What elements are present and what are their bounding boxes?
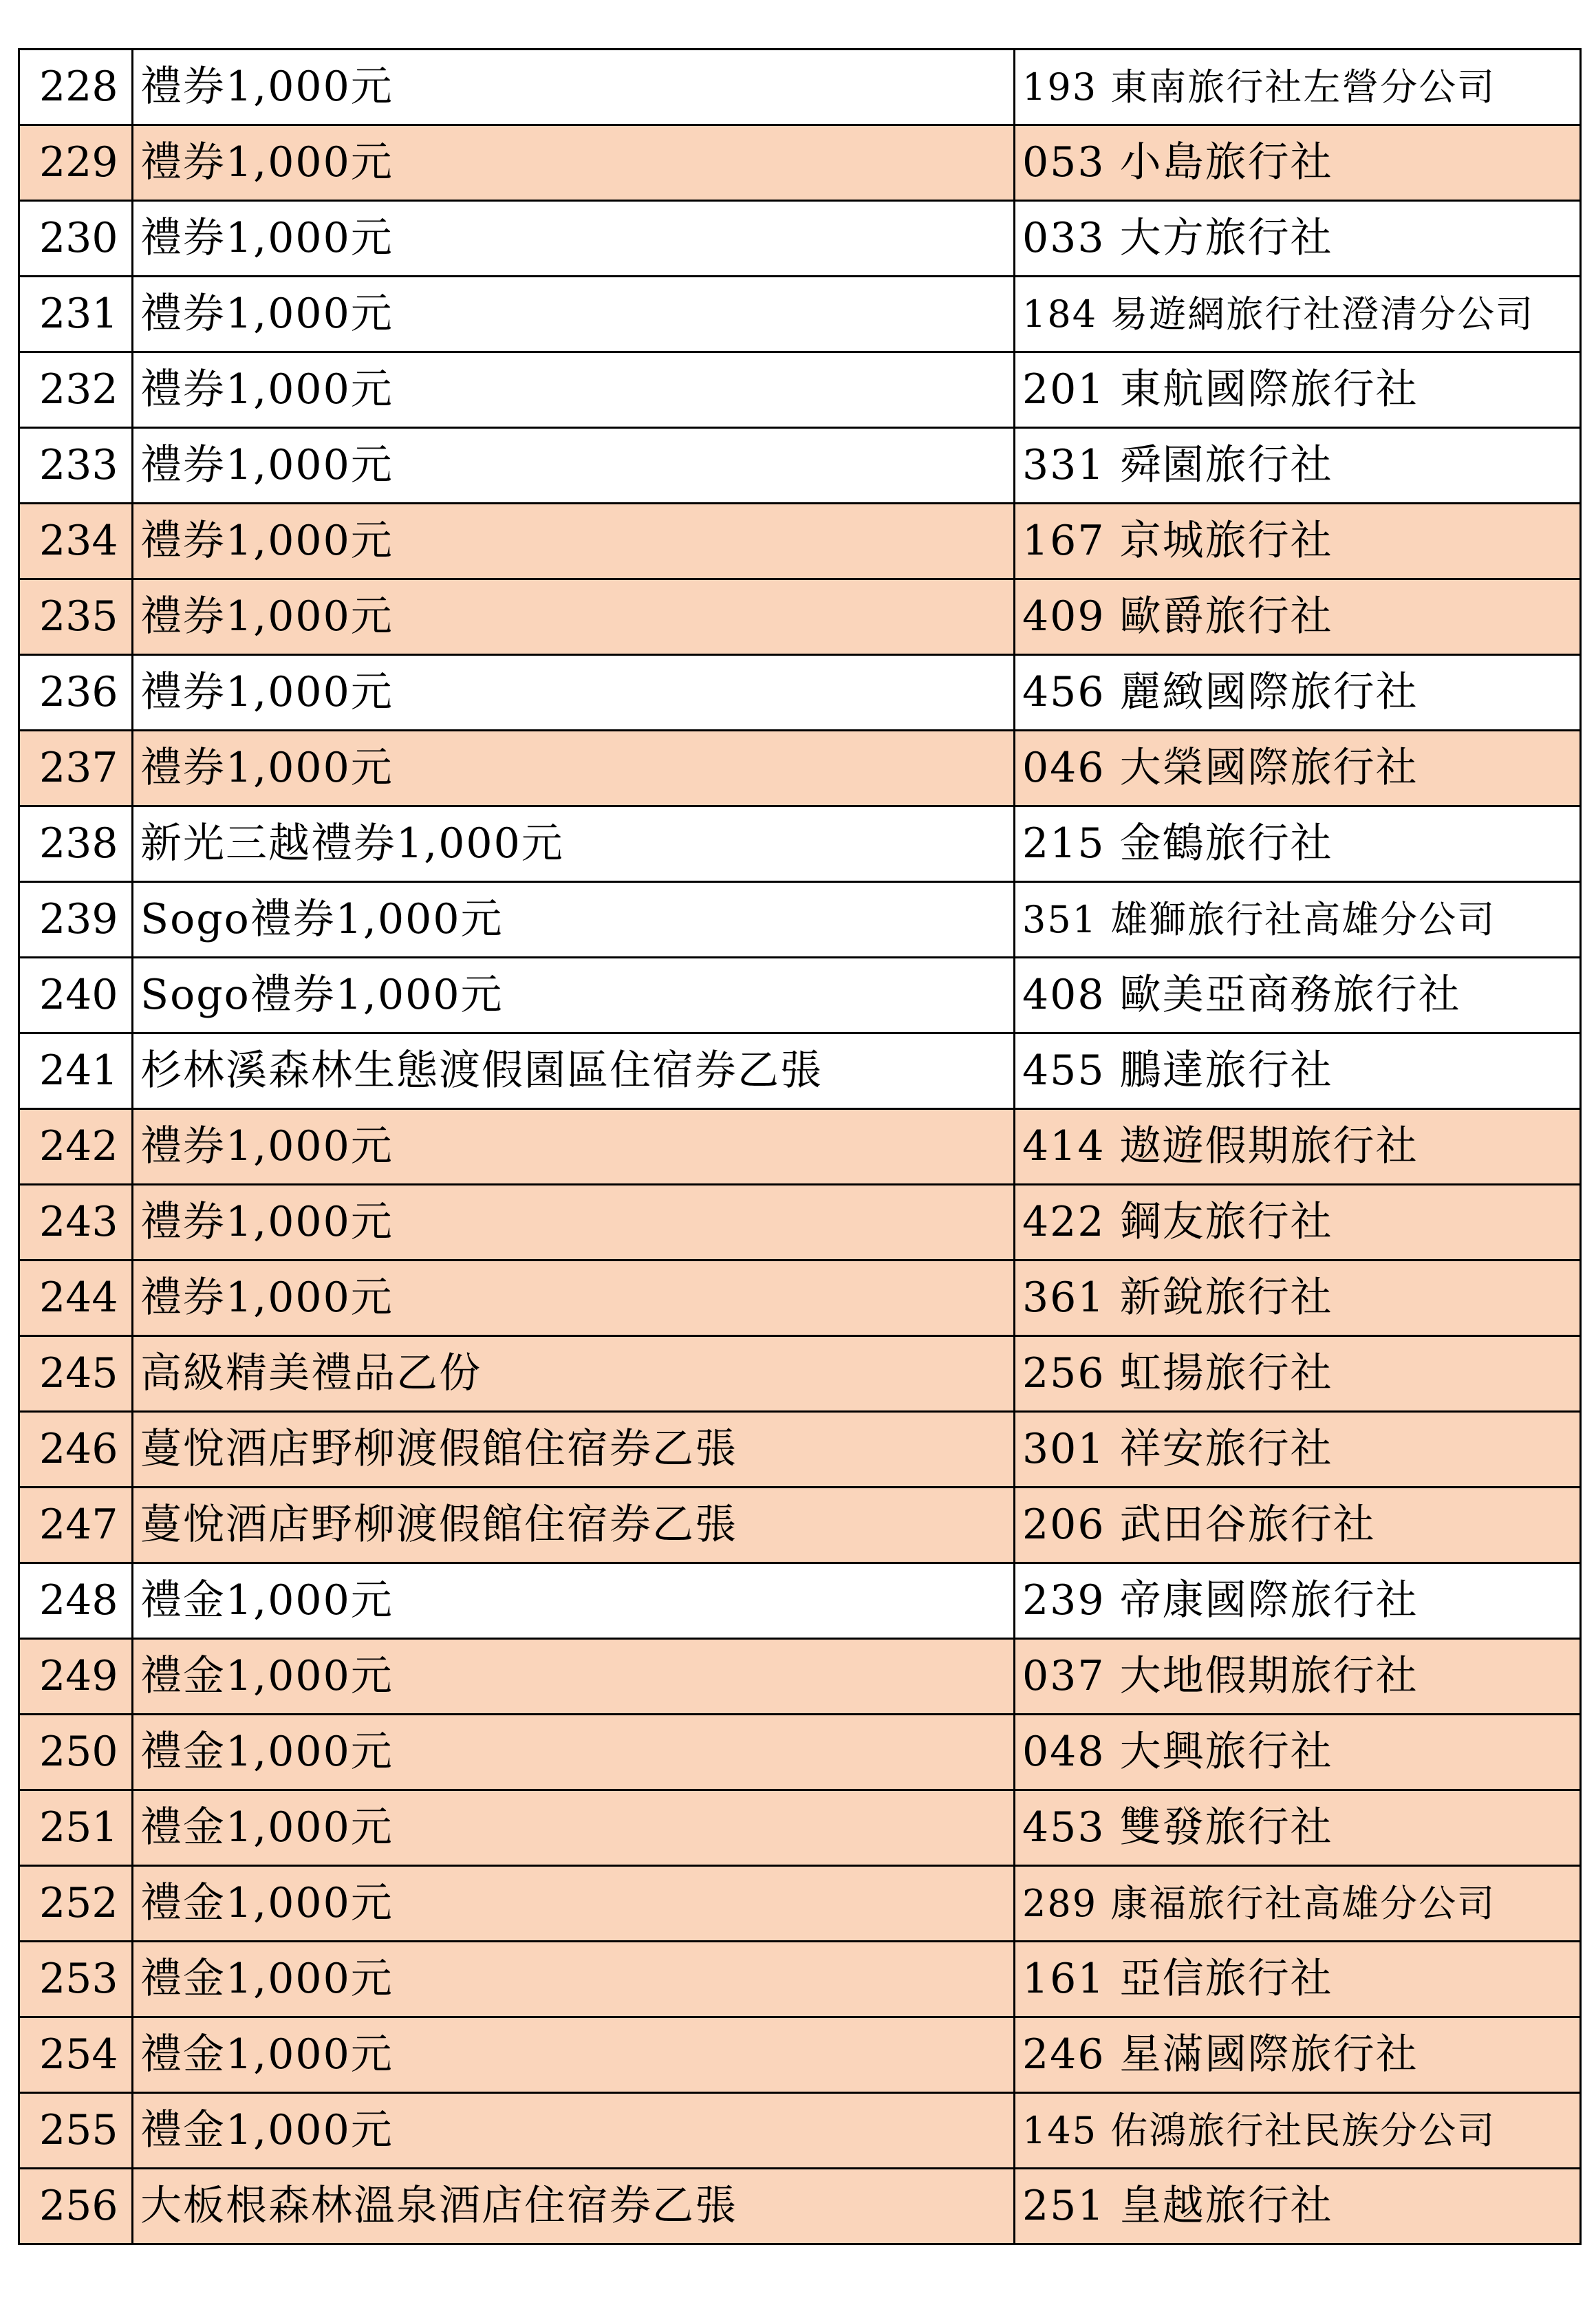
table-row <box>19 1563 1581 1639</box>
agency-cell: 048 大興旅行社 <box>1015 1715 1581 1790</box>
agency-cell: 161 亞信旅行社 <box>1015 1942 1581 2017</box>
table-row <box>19 1260 1581 1336</box>
row-number: 242 <box>19 1109 133 1185</box>
row-number: 241 <box>19 1033 133 1109</box>
row-number: 239 <box>19 882 133 958</box>
row-number: 256 <box>19 2169 133 2244</box>
agency-cell: 409 歐爵旅行社 <box>1015 579 1581 655</box>
prize-cell: Sogo禮券1,000元 <box>133 958 1015 1033</box>
row-number: 249 <box>19 1639 133 1715</box>
agency-cell: 167 京城旅行社 <box>1015 504 1581 579</box>
prize-cell: 禮金1,000元 <box>133 1639 1015 1715</box>
table-row <box>19 579 1581 655</box>
prize-cell: 禮金1,000元 <box>133 1942 1015 2017</box>
table-row <box>19 50 1581 125</box>
row-number: 237 <box>19 731 133 806</box>
agency-cell: 408 歐美亞商務旅行社 <box>1015 958 1581 1033</box>
row-number: 244 <box>19 1260 133 1336</box>
agency-cell: 206 武田谷旅行社 <box>1015 1488 1581 1563</box>
prize-cell: 禮金1,000元 <box>133 1715 1015 1790</box>
table-row <box>19 125 1581 201</box>
table-row <box>19 1715 1581 1790</box>
prize-cell: 禮券1,000元 <box>133 731 1015 806</box>
row-number: 232 <box>19 352 133 428</box>
prize-cell: 禮券1,000元 <box>133 125 1015 201</box>
table-row <box>19 2169 1581 2244</box>
agency-cell: 301 祥安旅行社 <box>1015 1412 1581 1488</box>
agency-cell: 331 舜園旅行社 <box>1015 428 1581 504</box>
prize-cell: 禮券1,000元 <box>133 1109 1015 1185</box>
row-number: 238 <box>19 806 133 882</box>
agency-cell: 239 帝康國際旅行社 <box>1015 1563 1581 1639</box>
agency-cell: 289 康福旅行社高雄分公司 <box>1015 1866 1581 1942</box>
prize-cell: 禮券1,000元 <box>133 579 1015 655</box>
row-number: 236 <box>19 655 133 731</box>
table-row <box>19 428 1581 504</box>
table-row <box>19 2017 1581 2093</box>
table-row <box>19 1639 1581 1715</box>
table-row <box>19 201 1581 277</box>
row-number: 253 <box>19 1942 133 2017</box>
prize-cell: 禮金1,000元 <box>133 2017 1015 2093</box>
prize-cell: 禮券1,000元 <box>133 655 1015 731</box>
agency-cell: 361 新銳旅行社 <box>1015 1260 1581 1336</box>
prize-table-body <box>19 50 1581 2244</box>
table-row <box>19 2093 1581 2169</box>
prize-cell: 禮金1,000元 <box>133 1866 1015 1942</box>
prize-cell: 禮金1,000元 <box>133 1563 1015 1639</box>
table-row <box>19 1336 1581 1412</box>
table-row <box>19 1942 1581 2017</box>
prize-cell: 高級精美禮品乙份 <box>133 1336 1015 1412</box>
agency-cell: 256 虹揚旅行社 <box>1015 1336 1581 1412</box>
row-number: 252 <box>19 1866 133 1942</box>
row-number: 255 <box>19 2093 133 2169</box>
prize-cell: 蔓悅酒店野柳渡假館住宿券乙張 <box>133 1488 1015 1563</box>
agency-cell: 046 大榮國際旅行社 <box>1015 731 1581 806</box>
row-number: 250 <box>19 1715 133 1790</box>
agency-cell: 184 易遊網旅行社澄清分公司 <box>1015 277 1581 352</box>
prize-cell: 禮券1,000元 <box>133 201 1015 277</box>
table-row <box>19 1109 1581 1185</box>
agency-cell: 033 大方旅行社 <box>1015 201 1581 277</box>
prize-cell: 大板根森林溫泉酒店住宿券乙張 <box>133 2169 1015 2244</box>
prize-cell: 杉林溪森林生態渡假園區住宿券乙張 <box>133 1033 1015 1109</box>
row-number: 234 <box>19 504 133 579</box>
agency-cell: 145 佑鴻旅行社民族分公司 <box>1015 2093 1581 2169</box>
agency-cell: 455 鵬達旅行社 <box>1015 1033 1581 1109</box>
prize-cell: 禮券1,000元 <box>133 277 1015 352</box>
table-row <box>19 882 1581 958</box>
row-number: 240 <box>19 958 133 1033</box>
prize-table <box>18 48 1582 2245</box>
agency-cell: 453 雙發旅行社 <box>1015 1790 1581 1866</box>
row-number: 246 <box>19 1412 133 1488</box>
row-number: 229 <box>19 125 133 201</box>
row-number: 247 <box>19 1488 133 1563</box>
row-number: 245 <box>19 1336 133 1412</box>
agency-cell: 251 皇越旅行社 <box>1015 2169 1581 2244</box>
row-number: 251 <box>19 1790 133 1866</box>
table-row <box>19 731 1581 806</box>
prize-cell: 蔓悅酒店野柳渡假館住宿券乙張 <box>133 1412 1015 1488</box>
agency-cell: 215 金鶴旅行社 <box>1015 806 1581 882</box>
prize-cell: 禮券1,000元 <box>133 352 1015 428</box>
table-row <box>19 277 1581 352</box>
prize-cell: 新光三越禮券1,000元 <box>133 806 1015 882</box>
prize-cell: 禮券1,000元 <box>133 50 1015 125</box>
prize-cell: Sogo禮券1,000元 <box>133 882 1015 958</box>
agency-cell: 456 麗緻國際旅行社 <box>1015 655 1581 731</box>
table-row <box>19 504 1581 579</box>
row-number: 248 <box>19 1563 133 1639</box>
agency-cell: 414 遨遊假期旅行社 <box>1015 1109 1581 1185</box>
row-number: 235 <box>19 579 133 655</box>
table-row <box>19 655 1581 731</box>
table-row <box>19 1790 1581 1866</box>
row-number: 233 <box>19 428 133 504</box>
prize-cell: 禮券1,000元 <box>133 428 1015 504</box>
row-number: 228 <box>19 50 133 125</box>
agency-cell: 351 雄獅旅行社高雄分公司 <box>1015 882 1581 958</box>
row-number: 231 <box>19 277 133 352</box>
agency-cell: 201 東航國際旅行社 <box>1015 352 1581 428</box>
table-row <box>19 958 1581 1033</box>
table-row <box>19 352 1581 428</box>
agency-cell: 193 東南旅行社左營分公司 <box>1015 50 1581 125</box>
row-number: 230 <box>19 201 133 277</box>
agency-cell: 037 大地假期旅行社 <box>1015 1639 1581 1715</box>
row-number: 243 <box>19 1185 133 1260</box>
agency-cell: 422 鋼友旅行社 <box>1015 1185 1581 1260</box>
table-row <box>19 806 1581 882</box>
prize-cell: 禮金1,000元 <box>133 2093 1015 2169</box>
agency-cell: 053 小島旅行社 <box>1015 125 1581 201</box>
table-row <box>19 1866 1581 1942</box>
table-row <box>19 1412 1581 1488</box>
prize-cell: 禮券1,000元 <box>133 1260 1015 1336</box>
table-row <box>19 1033 1581 1109</box>
table-row <box>19 1185 1581 1260</box>
row-number: 254 <box>19 2017 133 2093</box>
table-row <box>19 1488 1581 1563</box>
agency-cell: 246 星滿國際旅行社 <box>1015 2017 1581 2093</box>
prize-cell: 禮券1,000元 <box>133 504 1015 579</box>
prize-cell: 禮金1,000元 <box>133 1790 1015 1866</box>
prize-cell: 禮券1,000元 <box>133 1185 1015 1260</box>
